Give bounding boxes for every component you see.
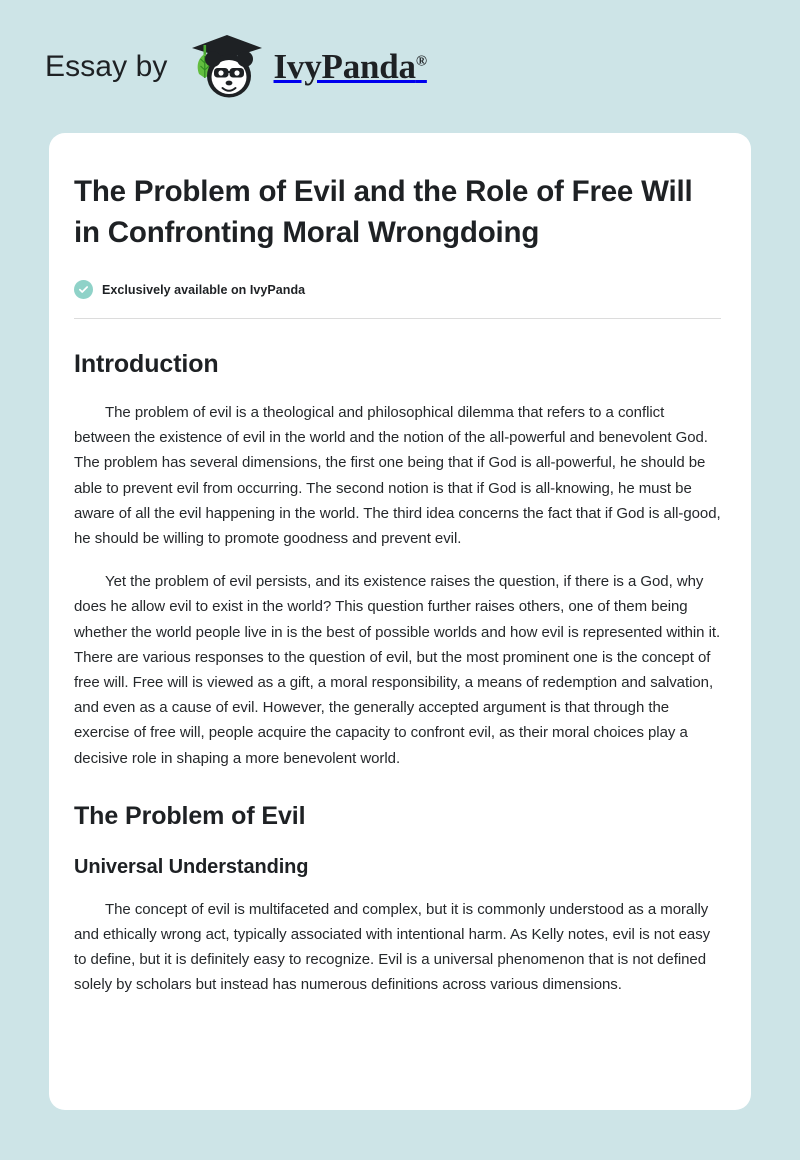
brand-wordmark — [274, 49, 427, 84]
paragraph: The problem of evil is a theological and philosophical dilemma that refers to a conflict between the existence of evil in the world and the notion of the all-powerful and benevolent God. The problem has several dimensions, the first one being that if God is all-powerful, he should be able to prevent evil from occurring. The second notion is that if God is all-knowing, he must be aware of all the evil happening in the world. The third idea concerns the fact that if God is all-good, he should be willing to promote goodness and prevent evil. — [74, 404, 721, 548]
check-circle-icon — [74, 280, 93, 299]
registered-mark: ® — [415, 53, 427, 70]
subsection-heading-universal-understanding: Universal Understanding — [74, 855, 309, 878]
essay-card — [49, 133, 751, 1110]
brand-name-text: IvyPanda — [273, 47, 416, 86]
status-badge — [74, 280, 721, 299]
section-heading-the-problem-of-evil: The Problem of Evil — [74, 801, 306, 830]
paragraph: The concept of evil is multifaceted and complex, but it is commonly understood as a morally and ethically wrong act, typically associated with intentional harm. As Kelly notes, evil is not easy to define, but it is definitely easy to recognize. Evil is a universal phenomenon that is not defined solely by scholars but instead has numerous definitions across various dimensions. — [74, 900, 711, 994]
section-heading-introduction: Introduction — [74, 350, 219, 378]
header-divider — [74, 318, 721, 319]
essay-by-label: Essay by — [45, 49, 168, 83]
ivypanda-logo[interactable] — [186, 32, 427, 102]
page-title: The Problem of Evil and the Role of Free Will in Confronting Moral Wrongdoing — [74, 175, 693, 249]
paragraph: Yet the problem of evil persists, and its existence raises the question, if there is a God, why does he allow evil to exist in the world? This question further raises others, one of them being whether the world people live in is the best of possible worlds and how evil is represented within it. There are various responses to the question of evil, but the most prominent one is the concept of free will. Free will is viewed as a gift, a moral responsibility, a means of redemption and salvation, and even as a cause of evil. However, the generally accepted argument is that through the exercise of free will, people acquire the capacity to confront evil, as their moral choices play a decisive role in shaping a more benevolent world. — [74, 573, 721, 767]
panda-graduate-logo-icon — [186, 32, 272, 102]
status-badge-label: Exclusively available on IvyPanda — [102, 282, 306, 297]
brand-header — [0, 0, 800, 133]
